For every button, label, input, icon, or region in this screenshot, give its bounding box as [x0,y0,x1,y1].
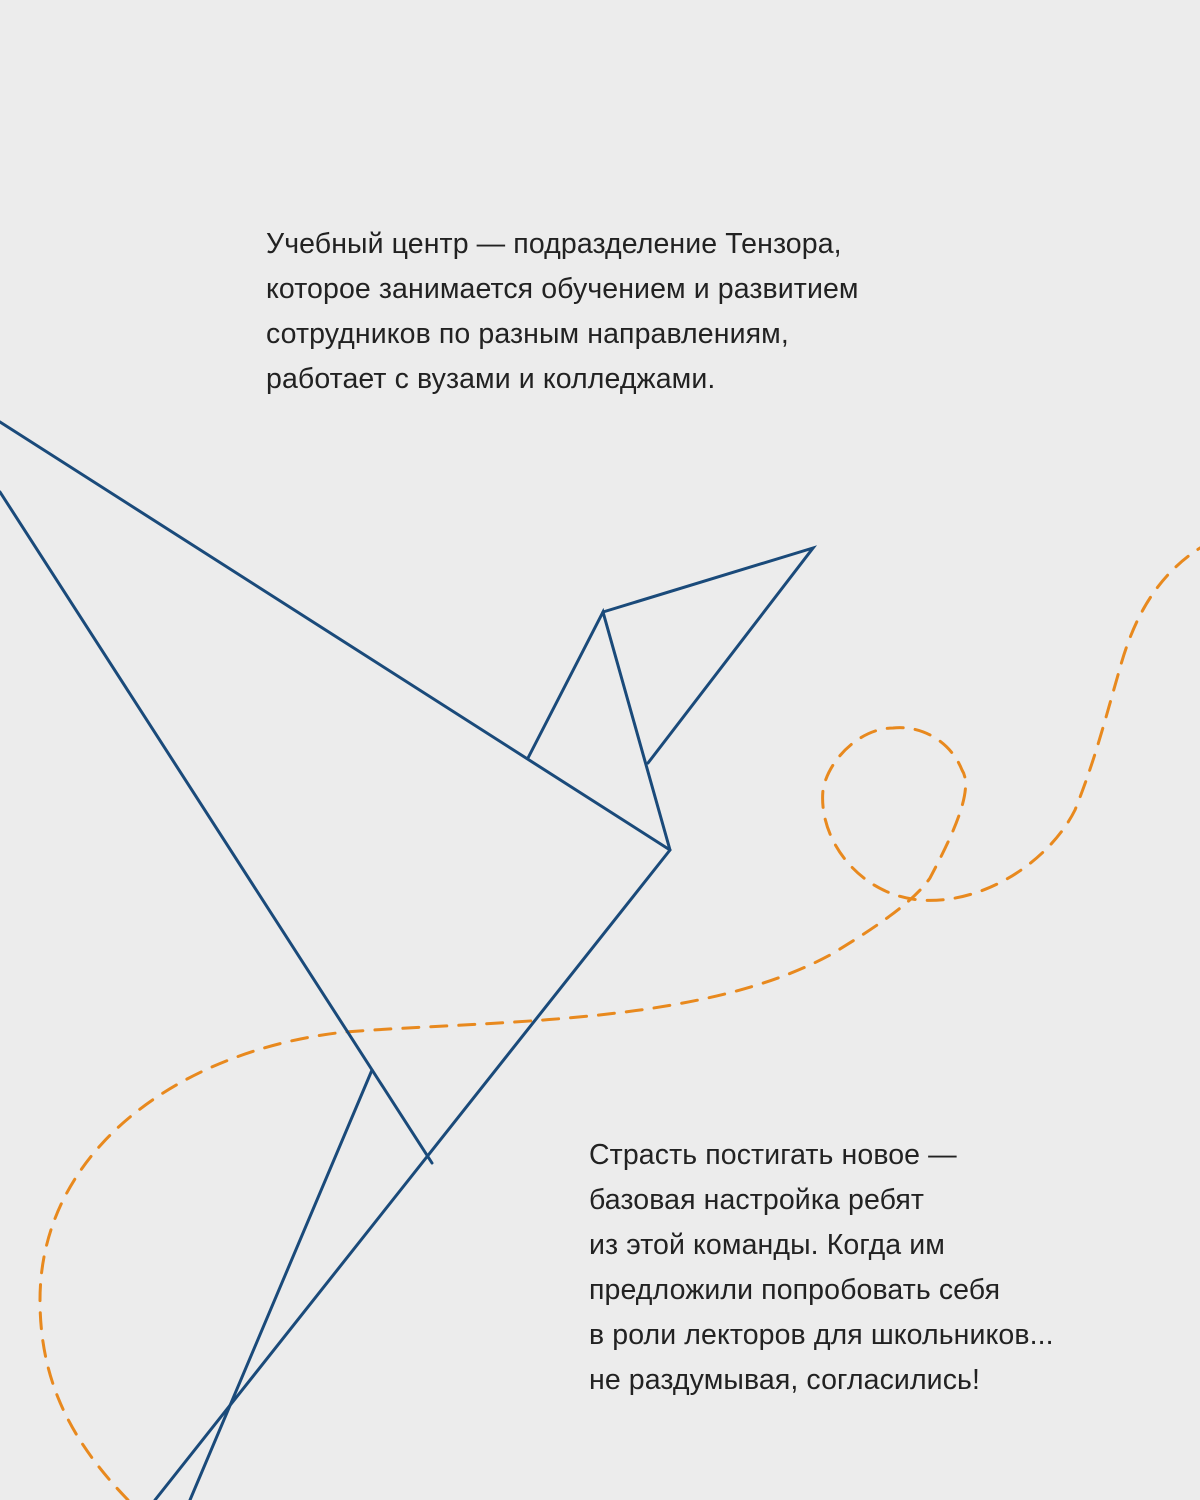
outro-line: предложили попробовать себя [589,1274,1001,1306]
intro-line: которое занимается обучением и развитием [266,273,859,305]
intro-line: работает с вузами и колледжами. [266,363,716,395]
outro-line: Страсть постигать новое — [589,1139,957,1171]
outro-line: базовая настройка ребят [589,1184,925,1216]
outro-line: в роли лекторов для школьников... [589,1319,1054,1351]
intro-line: Учебный центр — подразделение Тензора, [266,228,842,260]
outro-line: из этой команды. Когда им [589,1229,945,1261]
outro-paragraph [589,1133,1054,1403]
outro-line: не раздумывая, согласились! [589,1364,981,1396]
intro-paragraph [266,222,859,402]
intro-line: сотрудников по разным направлениям, [266,318,789,350]
